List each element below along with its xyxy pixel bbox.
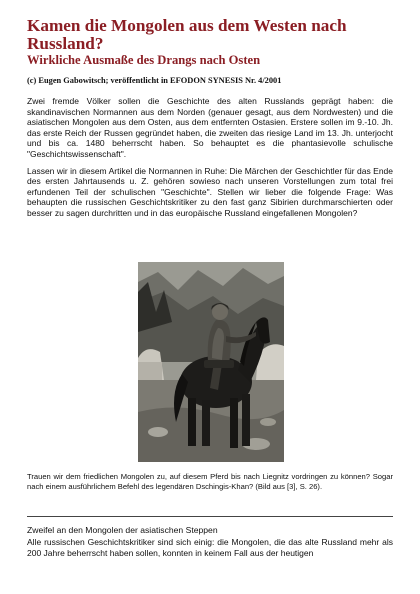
body-paragraph-2: Lassen wir in diesem Artikel die Normannen in Ruhe: Die Märchen der Geschichtler für das Ende des ersten Jahrtausends u. Z. gehören sowieso nach unseren Vorstellungen zum total frei erfundenen Teil der schulischen "Geschichte". Stellen wir lieber die folgende Frage: Was behaupten die russischen Geschichtskritiker zu den fast ganz Sibirien durchmarschierten oder besser zu sagen durchritten und in das europäische Russland eingefallenen Mongolen? bbox=[27, 165, 393, 218]
mongol-horse-photo bbox=[138, 262, 284, 462]
section-paragraph: Alle russischen Geschichtskritiker sind sich einig: die Mongolen, die das alte Russland mehr als 200 Jahre beherrscht haben sollen, konnten in keinem Fall aus der heutigen bbox=[27, 537, 393, 558]
section-heading: Zweifel an den Mongolen der asiatischen Steppen bbox=[27, 525, 218, 535]
section-block bbox=[27, 525, 393, 558]
article-subtitle: Wirkliche Ausmaße des Drangs nach Osten bbox=[27, 53, 261, 67]
article-byline: (c) Eugen Gabowitsch; veröffentlicht in EFODON SYNESIS Nr. 4/2001 bbox=[27, 76, 282, 85]
article-title: Kamen die Mongolen aus dem Westen nach Russland? bbox=[27, 16, 347, 53]
photo-illustration bbox=[138, 262, 284, 462]
photo-caption: Trauen wir dem friedlichen Mongolen zu, auf diesem Pferd bis nach Liegnitz vordringen zu können? Sogar nach einem ausführlichem Befehl des legendären Dschingis-Khan? (Bild aus [3], S. 26). bbox=[27, 472, 393, 491]
body-paragraph-1: Zwei fremde Völker sollen die Geschichte des alten Russlands geprägt haben: die skandinavischen Normannen aus dem Norden (genauer gesagt, aus dem Nordwesten) und die asiatischen Mongolen aus dem Osten, aus dem entfernten Ostasien. Erstere sollen im 9.-10. Jh. das erste Reich der Russen gegründet haben, die zweiten das riesige Land im 13. Jh. unterjocht und bis ca. 1480 beherrscht haben. So behauptet es die phantasievolle schulische "Geschichtswissenschaft". bbox=[27, 96, 393, 159]
section-divider bbox=[27, 516, 393, 517]
